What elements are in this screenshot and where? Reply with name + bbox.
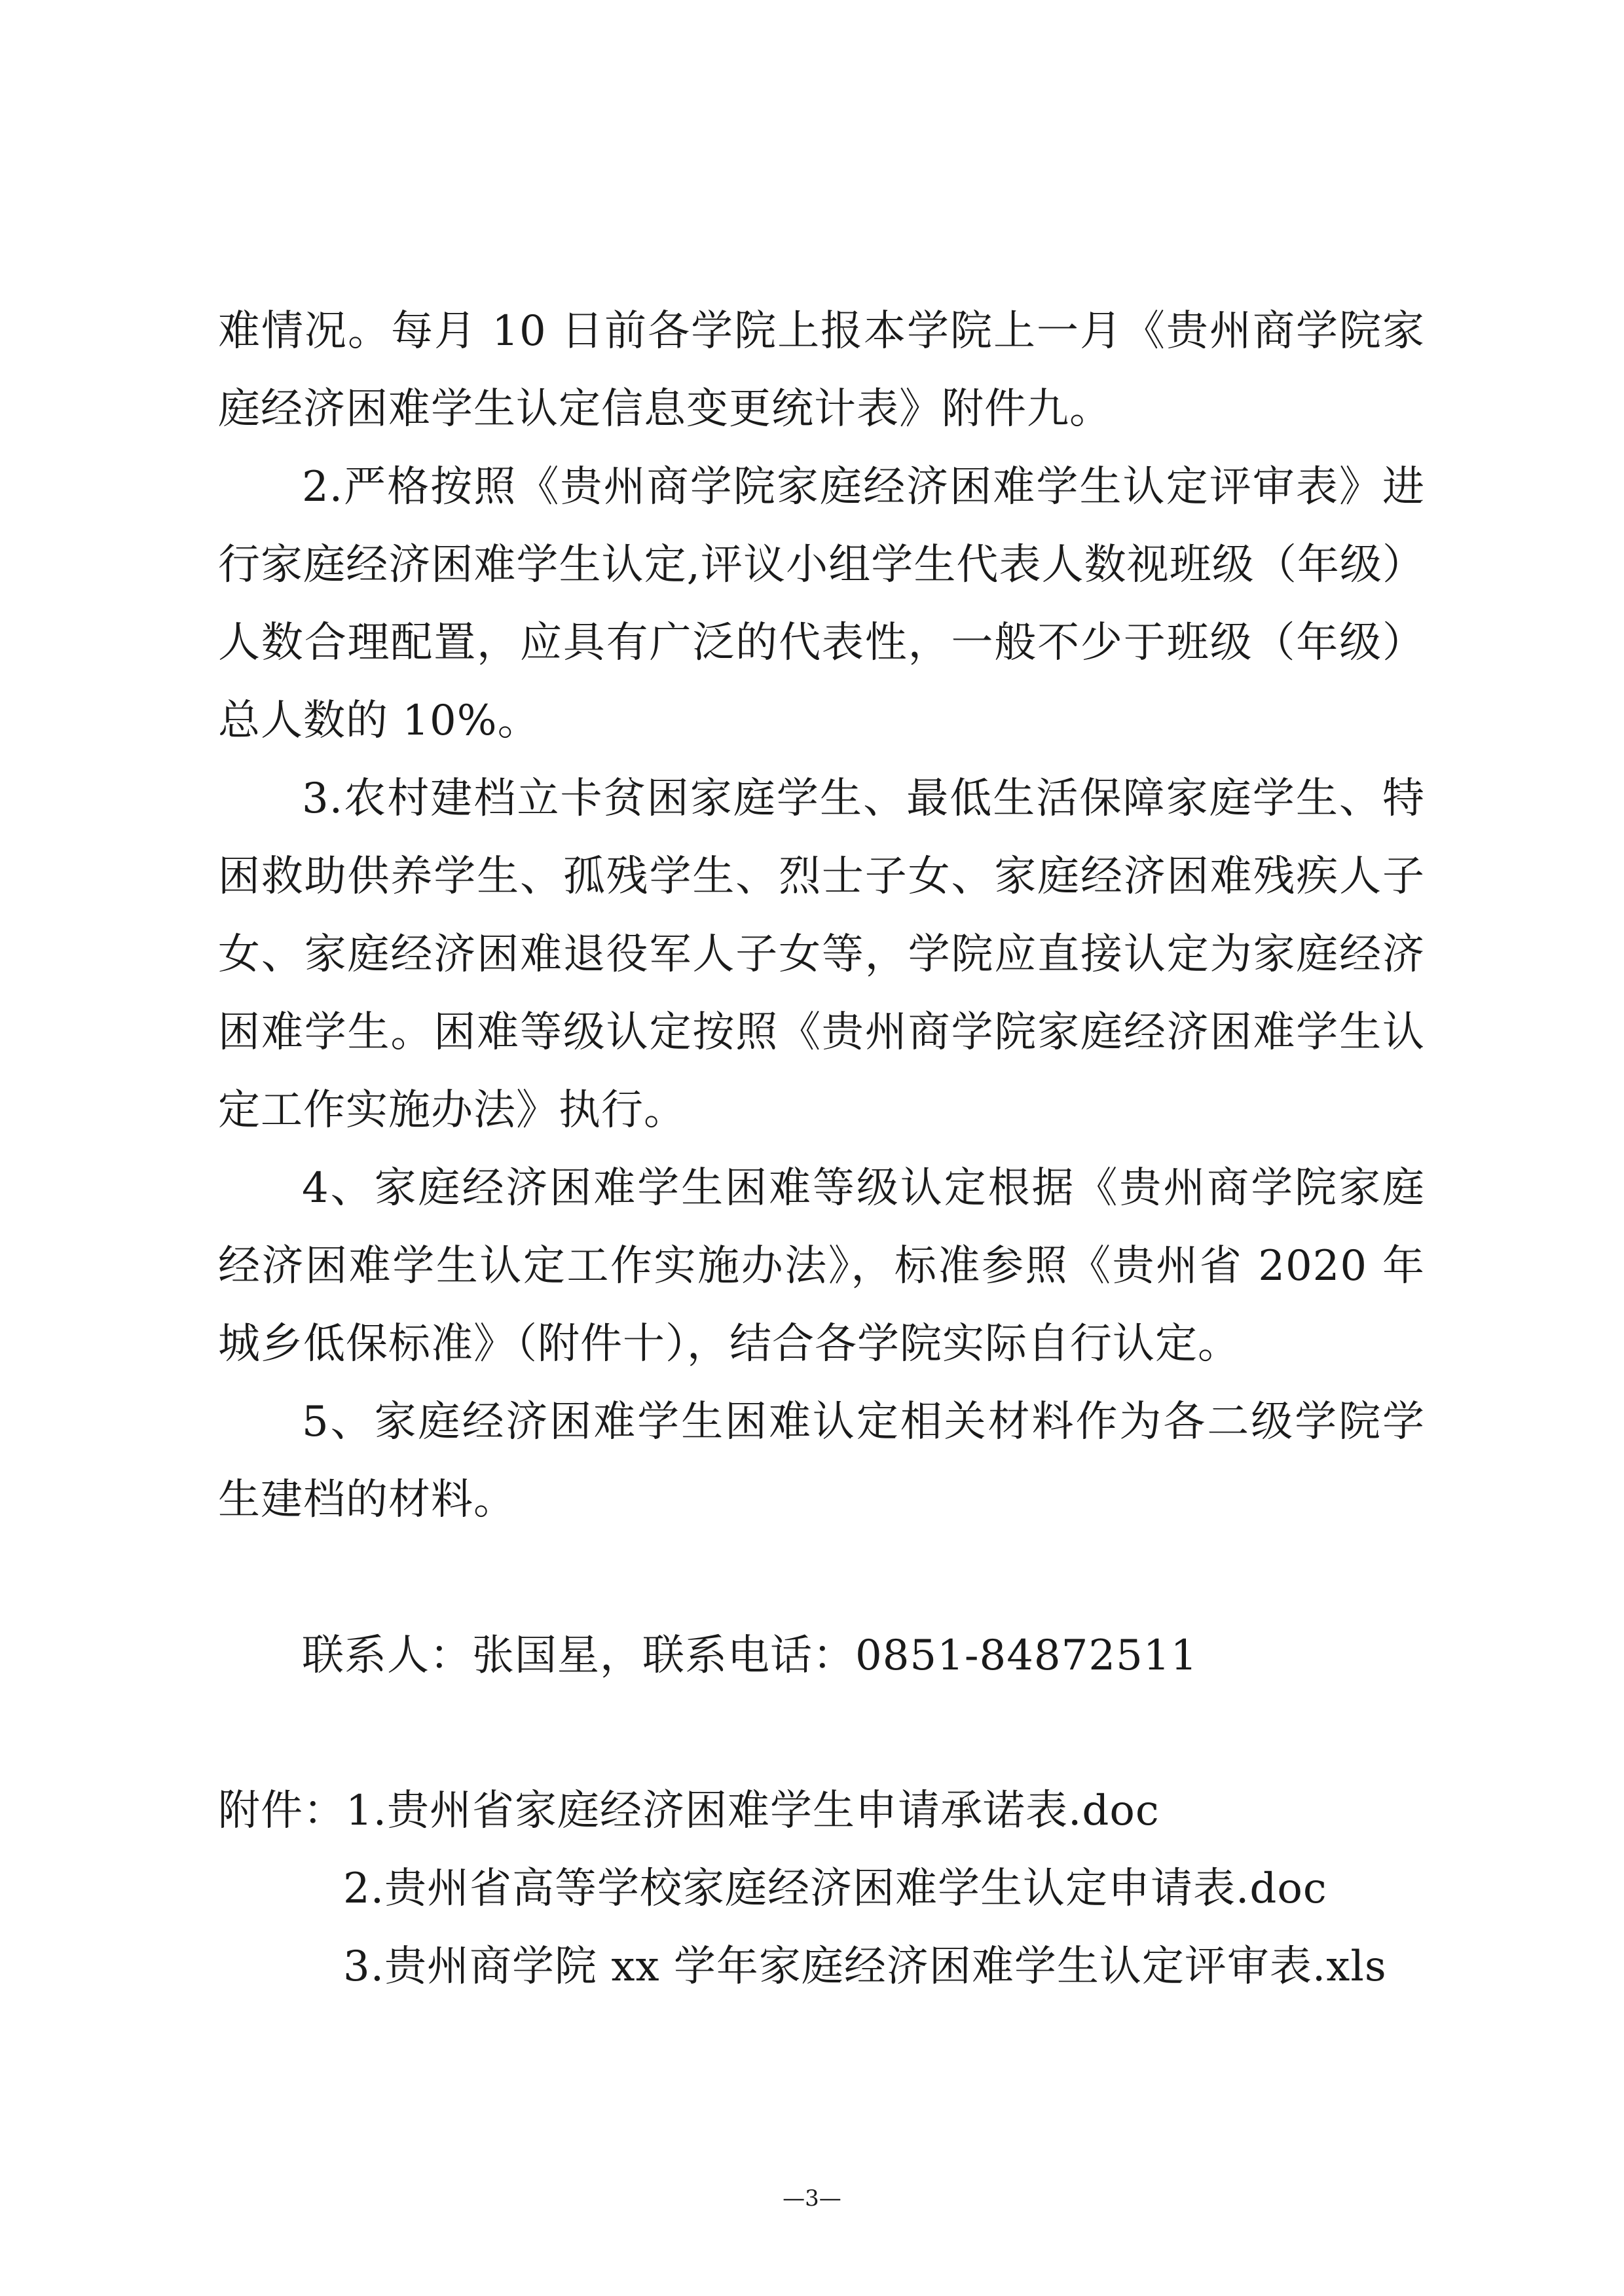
body-line: 难情况。每月 10 日前各学院上报本学院上一月《贵州商学院家 [218, 307, 1425, 355]
body-line: 人数合理配置，应具有广泛的代表性，一般不少于班级（年级） [218, 619, 1425, 667]
body-line: 定工作实施办法》执行。 [218, 1086, 686, 1135]
body-line: 生建档的材料。 [218, 1476, 516, 1524]
attachment-item: 3.贵州商学院 xx 学年家庭经济困难学生认定评审表.xls [343, 1942, 1387, 1991]
attachments-first-line [218, 1787, 1425, 1835]
body-line: 庭经济困难学生认定信息变更统计表》附件九。 [218, 385, 1112, 433]
body-line: 3.农村建档立卡贫困家庭学生、最低生活保障家庭学生、特 [302, 774, 1425, 823]
body-line: 总人数的 10%。 [218, 697, 540, 745]
body-line: 困救助供养学生、孤残学生、烈士子女、家庭经济困难残疾人子 [218, 852, 1425, 901]
attachment-item: 1.贵州省家庭经济困难学生申请承诺表.doc [346, 1787, 1160, 1835]
body-line: 2.严格按照《贵州商学院家庭经济困难学生认定评审表》进 [302, 463, 1425, 511]
attachments-label: 附件： [218, 1787, 346, 1835]
contact-line: 联系人：张国星，联系电话：0851-84872511 [302, 1631, 1198, 1680]
body-line: 经济困难学生认定工作实施办法》，标准参照《贵州省 2020 年 [218, 1242, 1425, 1290]
body-line: 城乡低保标准》（附件十），结合各学院实际自行认定。 [218, 1320, 1240, 1368]
body-line: 女、家庭经济困难退役军人子女等，学院应直接认定为家庭经济 [218, 930, 1425, 979]
page-number: —3— [783, 2185, 841, 2212]
attachment-item: 2.贵州省高等学校家庭经济困难学生认定申请表.doc [343, 1865, 1327, 1913]
body-line: 困难学生。困难等级认定按照《贵州商学院家庭经济困难学生认 [218, 1008, 1425, 1057]
body-line: 行家庭经济困难学生认定,评议小组学生代表人数视班级（年级） [218, 541, 1425, 589]
body-line: 4、家庭经济困难学生困难等级认定根据《贵州商学院家庭 [302, 1164, 1425, 1212]
body-line: 5、家庭经济困难学生困难认定相关材料作为各二级学院学 [302, 1398, 1425, 1446]
